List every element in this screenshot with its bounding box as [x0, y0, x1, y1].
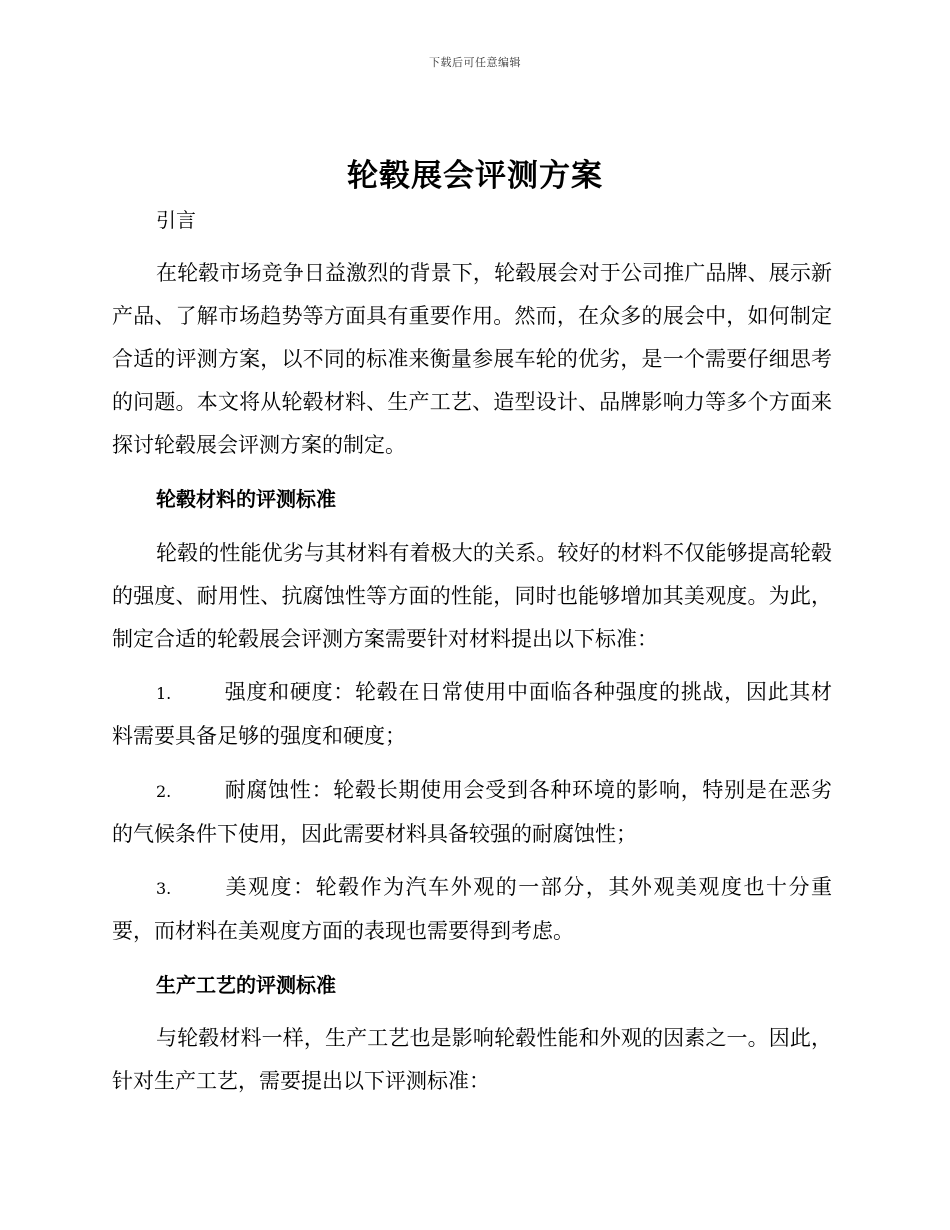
list-item-text: 美观度：轮毂作为汽车外观的一部分，其外观美观度也十分重要，而材料在美观度方面的表现也需要得到考虑。: [112, 875, 832, 943]
process-paragraph: 与轮毂材料一样，生产工艺也是影响轮毂性能和外观的因素之一。因此，针对生产工艺，需要提出以下评测标准：: [112, 1026, 832, 1093]
list-item-number: 2.: [156, 782, 172, 801]
section-heading-intro: 引言: [156, 208, 196, 232]
section-heading-process: 生产工艺的评测标准: [156, 973, 336, 997]
section-heading-materials: 轮毂材料的评测标准: [156, 487, 336, 511]
materials-paragraph: 轮毂的性能优劣与其材料有着极大的关系。较好的材料不仅能够提高轮毂的强度、耐用性、抗腐蚀性等方面的性能，同时也能够增加其美观度。为此，制定合适的轮毂展会评测方案需要针对材料提出以下标准：: [112, 541, 832, 651]
materials-list-item: [112, 769, 832, 856]
list-item-number: 3.: [156, 879, 172, 898]
list-item-text: 耐腐蚀性：轮毂长期使用会受到各种环境的影响，特别是在恶劣的气候条件下使用，因此需要材料具备较强的耐腐蚀性；: [112, 778, 832, 846]
document-title: 轮毂展会评测方案: [347, 158, 603, 194]
header-note: 下载后可任意编辑: [429, 56, 521, 69]
intro-paragraph-block: [112, 252, 832, 467]
process-paragraph-block: [112, 1017, 832, 1103]
intro-paragraph: 在轮毂市场竞争日益激烈的背景下，轮毂展会对于公司推广品牌、展示新产品、了解市场趋势等方面具有重要作用。然而，在众多的展会中，如何制定合适的评测方案，以不同的标准来衡量参展车轮的优劣，是一个需要仔细思考的问题。本文将从轮毂材料、生产工艺、造型设计、品牌影响力等多个方面来探讨轮毂展会评测方案的制定。: [112, 261, 832, 457]
list-item-text: 强度和硬度：轮毂在日常使用中面临各种强度的挑战，因此其材料需要具备足够的强度和硬度；: [112, 680, 832, 748]
materials-list-item: [112, 866, 832, 953]
materials-list-item: [112, 671, 832, 758]
materials-paragraph-block: [112, 532, 832, 661]
list-item-number: 1.: [156, 684, 172, 703]
